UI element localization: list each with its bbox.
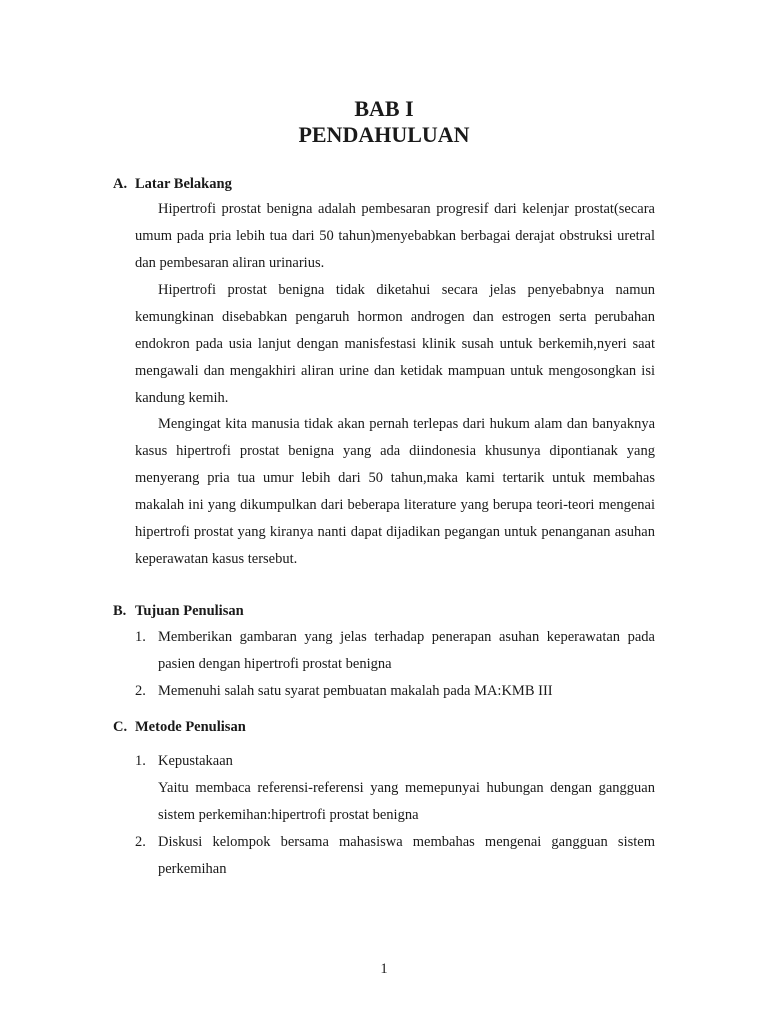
objectives-list [135,624,655,705]
section-c-title: Metode Penulisan [135,719,246,735]
page-number: 1 [380,961,388,977]
list-item [135,829,655,883]
section-c-letter: C. [113,719,128,735]
list-number: 2. [135,834,146,850]
section-b-heading [113,602,244,620]
section-c-heading [113,718,246,736]
chapter-title: PENDAHULUAN [298,122,470,147]
paragraph: Hipertrofi prostat benigna adalah pembesaran progresif dari kelenjar prostat(secara umum pada pria lebih tua dari 50 tahun)menyebabkan berbagai derajat obstruksi uretral dan pembesaran aliran urinarius. [135,201,655,271]
list-text: Kepustakaan [158,753,233,769]
paragraph: Hipertrofi prostat benigna tidak diketahui secara jelas penyebabnya namun kemungkinan disebabkan pengaruh hormon androgen dan estrogen serta perubahan endokron pada usia lanjut dengan manisfestasi klinik susah untuk berkemih,nyeri saat mengawali dan mengakhiri aliran urine dan ketidak mampuan untuk mengosongkan isi kandung kemih. [135,282,655,406]
section-a-heading [113,175,232,193]
list-number: 2. [135,683,146,699]
paragraph: Mengingat kita manusia tidak akan pernah terlepas dari hukum alam dan banyaknya kasus hipertrofi prostat benigna yang ada diindonesia khusunya dipontianak yang menyerang pria tua umur lebih dari 50 tahun,maka kami tertarik untuk membahas makalah ini yang dikumpulkan dari beberapa literature yang berupa teori-teori mengenai hipertrofi prostat yang kiranya nanti dapat dijadikan pegangan untuk penanganan asuhan keperawatan kasus tersebut. [135,416,655,567]
section-a-title: Latar Belakang [135,176,232,192]
list-detail: Yaitu membaca referensi-referensi yang memepunyai hubungan dengan gangguan sistem perkemihan:hipertrofi prostat benigna [158,780,655,823]
chapter-number: BAB I [354,96,414,121]
list-text: Memenuhi salah satu syarat pembuatan makalah pada MA:KMB III [158,683,553,699]
list-text: Memberikan gambaran yang jelas terhadap penerapan asuhan keperawatan pada pasien dengan hipertrofi prostat benigna [158,629,655,672]
section-a-letter: A. [113,176,128,192]
methods-list [135,748,655,883]
list-number: 1. [135,629,146,645]
list-text: Diskusi kelompok bersama mahasiswa membahas mengenai gangguan sistem perkemihan [158,834,655,877]
section-b-title: Tujuan Penulisan [135,603,244,619]
list-number: 1. [135,753,146,769]
list-item [135,748,655,829]
list-item [135,624,655,678]
section-b-letter: B. [113,603,127,619]
list-item [135,678,655,705]
